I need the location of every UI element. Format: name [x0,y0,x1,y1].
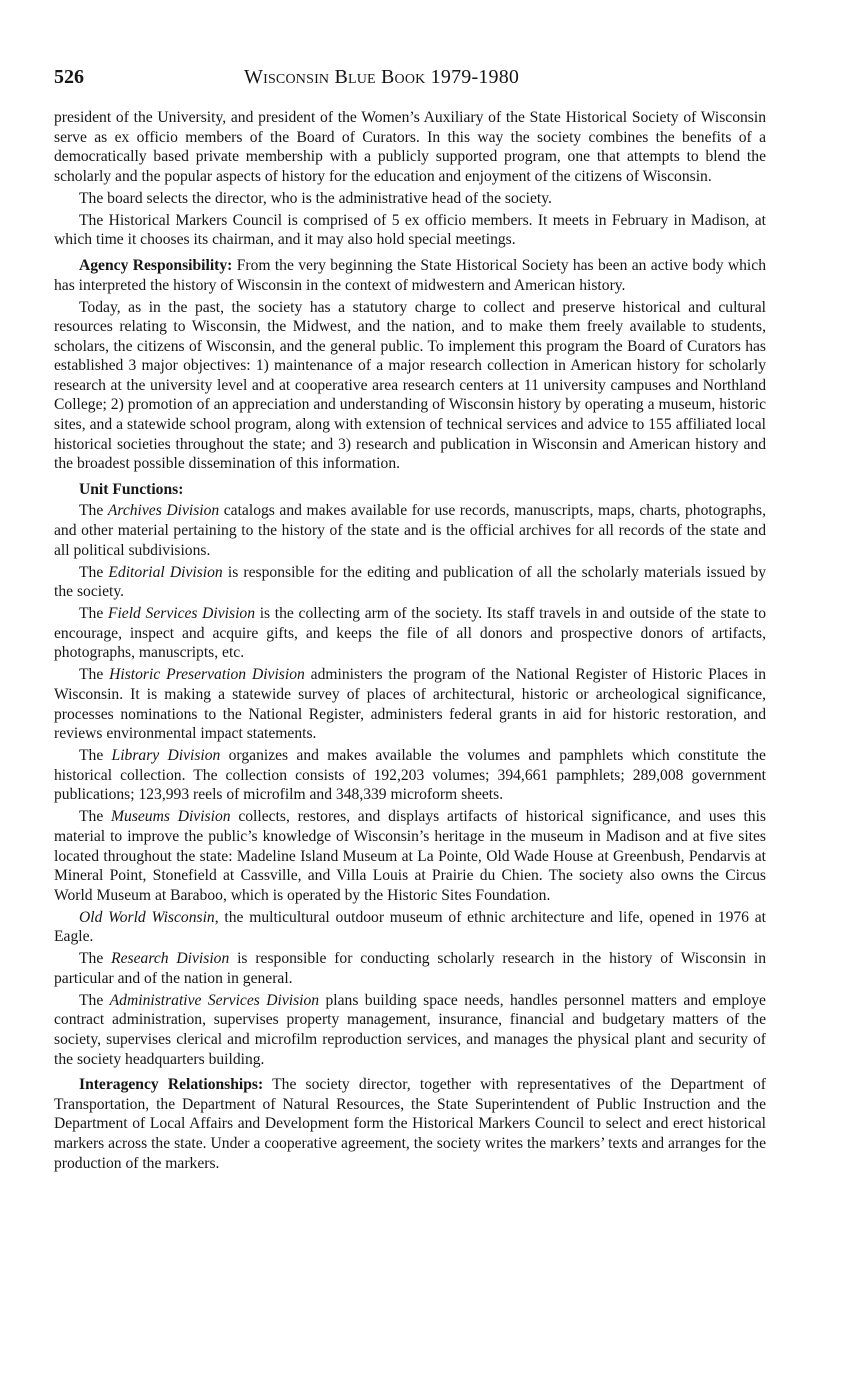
old-world-wisconsin-paragraph [54,908,766,947]
field-pre: The [79,605,108,623]
editorial-pre: The [79,563,109,581]
editorial-division-text: is responsible for the editing and publication of all the scholarly materials issued by the society. [54,563,766,601]
administrative-services-division-text: plans building space needs, handles personnel matters and employe contract administration, supervises property management, insurance, financial and budgetary matters of the society, supervises clerical and microfilm reproduction services, and manages the physical plant and security of the society headquarters building. [54,991,766,1068]
research-division-text: is responsible for conducting scholarly research in the history of Wisconsin in particular and of the nation in general. [54,950,766,987]
unit-functions-heading: Unit Functions: [79,480,184,498]
library-division-name: Library Division [111,747,221,765]
book-title: Wisconsin Blue Book 1979-1980 [244,66,520,88]
research-division-paragraph [54,949,766,988]
admin-pre: The [79,991,110,1009]
body-text [54,108,766,1176]
old-world-wisconsin-name: Old World Wisconsin [79,908,215,926]
field-services-division-paragraph [54,604,766,663]
administrative-services-division-name: Administrative Services Division [109,991,320,1009]
page-number: 526 [54,66,84,88]
museums-division-paragraph [54,807,766,905]
museums-pre: The [79,808,112,826]
interagency-relationships-paragraph [54,1075,766,1173]
agency-responsibility-heading: Agency Responsibility: [79,256,233,274]
intro-paragraph-1: president of the University, and president of the Women’s Auxiliary of the State Historical Society of Wisconsin serve as ex officio members of the Board of Curators. In this way the society combines the benefits of a democratically based private membership with a publicly supported program, one that attempts to blend the scholarly and the popular aspects of history for the education and enjoyment of the citizens of Wisconsin. [54,109,766,185]
research-pre: The [79,950,112,968]
intro-paragraph-2: The board selects the director, who is the administrative head of the society. [79,189,552,207]
field-services-division-text: is the collecting arm of the society. Its staff travels in and outside of the state to encourage, inspect and acquire gifts, and keeps the file of all donors and prospective donors of artifacts, photographs, manuscripts, etc. [54,605,766,662]
agency-objectives-paragraph: Today, as in the past, the society has a statutory charge to collect and preserve historical and cultural resources relating to Wisconsin, the Midwest, and the nation, and to make them freely available to students, scholars, the citizens of Wisconsin, and the general public. To implement this program the Board of Curators has established 3 major objectives: 1) maintenance of a major research collection in American history for scholarly research at the university level and at cooperative area research centers at 11 university campuses and Northland College; 2) promotion of an appreciation and understanding of Wisconsin history by operating a museum, historic sites, and a statewide school program, along with extension of technical services and advice to 155 affiliated local historical societies throughout the state; and 3) research and publication in Wisconsin and American history and the broadest possible dissemination of this information. [54,298,766,473]
library-pre: The [79,747,112,765]
historic-preservation-division-paragraph [54,665,766,743]
preservation-pre: The [79,666,110,684]
interagency-relationships-text: The society director, together with representatives of the Department of Transportation, the Department of Natural Resources, the State Superintendent of Public Instruction and the Department of Local Affairs and Development form the Historical Markers Council to select and erect historical markers across the state. Under a cooperative agreement, the society writes the markers’ texts and arranges for the production of the markers. [54,1076,766,1172]
archives-pre: The [79,502,108,520]
archives-division-name: Archives Division [107,502,220,520]
museums-division-text: collects, restores, and displays artifacts of historical significance, and uses this material to improve the public’s knowledge of Wisconsin’s heritage in the museum in Madison and at five sites located throughout the state: Madeline Island Museum at La Pointe, Old Wade House at Greenbush, Pendarvis at Mineral Point, Stonefield at Cassville, and Villa Louis at Prairie du Chien. The society also owns the Circus World Museum at Baraboo, which is operated by the Historic Sites Foundation. [54,808,766,904]
intro-paragraph-3: The Historical Markers Council is comprised of 5 ex officio members. It meets in February in Madison, at which time it chooses its chairman, and it may also hold special meetings. [54,211,766,249]
library-division-text: organizes and makes available the volumes and pamphlets which constitute the historical collection. The collection consists of 192,203 volumes; 394,661 pamphlets; 289,008 government publications; 123,993 reels of microfilm and 348,339 microform sheets. [54,747,766,804]
agency-responsibility-text: From the very beginning the State Historical Society has been an active body which has interpreted the history of Wisconsin in the context of midwestern and American history. [54,256,766,294]
old-world-wisconsin-text: , the multicultural outdoor museum of ethnic architecture and life, opened in 1976 at Eagle. [54,908,766,946]
historic-preservation-division-name: Historic Preservation Division [109,666,305,684]
interagency-relationships-heading: Interagency Relationships: [79,1076,264,1094]
running-head [54,64,766,90]
museums-division-name: Museums Division [111,808,231,826]
field-services-division-name: Field Services Division [107,605,256,623]
archives-division-paragraph [54,501,766,560]
editorial-division-paragraph [54,563,766,602]
agency-responsibility-paragraph [54,256,766,295]
administrative-services-division-paragraph [54,991,766,1069]
editorial-division-name: Editorial Division [108,563,223,581]
research-division-name: Research Division [111,950,230,968]
archives-division-text: catalogs and makes available for use records, manuscripts, maps, charts, photographs, and other material pertaining to the history of the state and is the official archives for all records of the state and all political subdivisions. [54,502,767,559]
library-division-paragraph [54,746,766,805]
historic-preservation-division-text: administers the program of the National Register of Historic Places in Wisconsin. It is making a statewide survey of places of architectural, historic or archeological significance, processes nominations to the National Register, administers federal grants in aid for historic restoration, and reviews environmental impact statements. [54,666,766,743]
